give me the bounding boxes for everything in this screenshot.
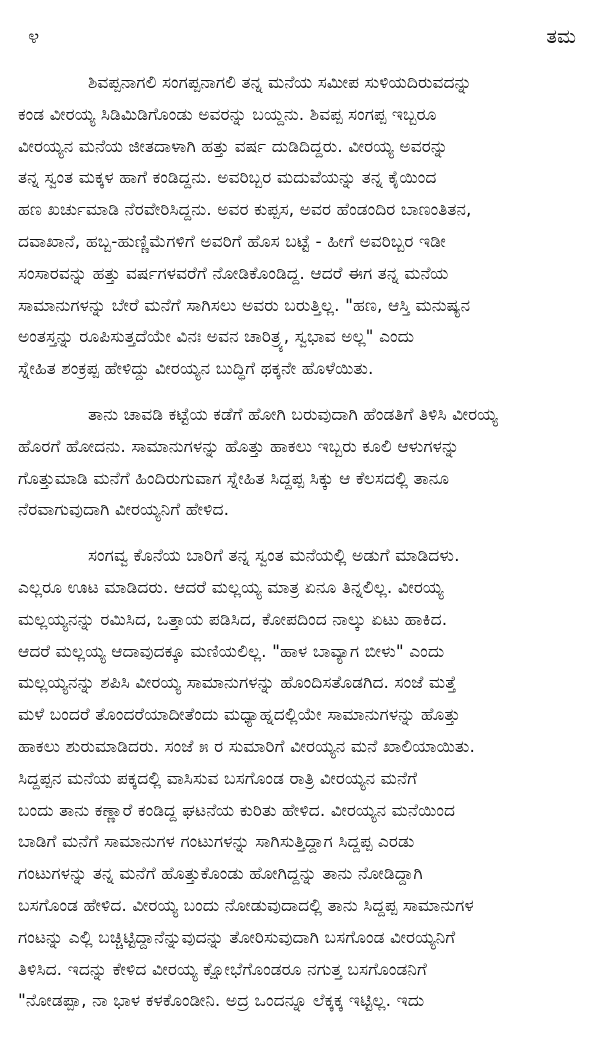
text-line: ಮಲ್ಲಯ್ಯನನ್ನು ಶಪಿಸಿ ವೀರಯ್ಯ ಸಾಮಾನುಗಳನ್ನು ಹೊಂದಿಸತೊಡಗಿದ. ಸಂಜೆ ಮತ್ತೆ [18,673,457,694]
page-header [18,22,582,50]
text-line: ಗಂಟುಗಳನ್ನು ತನ್ನ ಮನೆಗೆ ಹೊತ್ತುಕೊಂಡು ಹೋಗಿದ್ದನ್ನು ತಾನು ನೋಡಿದ್ದಾಗಿ [18,864,423,885]
paragraph [18,400,582,527]
text-line: ತನ್ನ ಸ್ವಂತ ಮಕ್ಕಳ ಹಾಗೆ ಕಂಡಿದ್ದನು. ಅವರಿಬ್ಬರ ಮದುವೆಯನ್ನು ತನ್ನ ಕೈಯಿಂದ [18,168,437,189]
text-line: ಶಿವಪ್ಪನಾಗಲಿ ಸಂಗಪ್ಪನಾಗಲಿ ತನ್ನ ಮನೆಯ ಸಮೀಪ ಸುಳಿಯದಿರುವದನ್ನು [88,73,472,93]
text-line: ಮಲ್ಲಯ್ಯನನ್ನು ರಮಿಸಿದ, ಒತ್ತಾಯ ಪಡಿಸಿದ, ಕೋಪದಿಂದ ನಾಲ್ಕು ಏಟು ಹಾಕಿದ. [18,609,448,630]
text-line: ಸಂಸಾರವನ್ನು ಹತ್ತು ವರ್ಷಗಳವರೆಗೆ ನೋಡಿಕೊಂಡಿದ್ದ. ಆದರೆ ಈಗ ತನ್ನ ಮನೆಯ [18,263,449,284]
text-line: ಸಿದ್ದಪ್ಪನ ಮನೆಯ ಪಕ್ಕದಲ್ಲಿ ವಾಸಿಸುವ ಬಸಗೊಂಡ ರಾತ್ರಿ ವೀರಯ್ಯನ ಮನೆಗೆ [18,768,418,789]
text-line: ತಾನು ಚಾವಡಿ ಕಟ್ಟೆಯ ಕಡೆಗೆ ಹೋಗಿ ಬರುವುದಾಗಿ ಹೆಂಡತಿಗೆ ತಿಳಿಸಿ ವೀರಯ್ಯ [88,404,498,425]
text-line: ತಿಳಿಸಿದ. ಇದನ್ನು ಕೇಳಿದ ವೀರಯ್ಯ ಕ್ಷೋಭೆಗೊಂಡರೂ ನಗುತ್ತ ಬಸಗೊಂಡನಿಗೆ [18,959,427,980]
text-line: ನೆರವಾಗುವುದಾಗಿ ವೀರಯ್ಯನಿಗೆ ಹೇಳಿದ. [18,500,230,521]
running-title: ತಮ [546,24,576,48]
text-line: ಗೊತ್ತುಮಾಡಿ ಮನೆಗೆ ಹಿಂದಿರುಗುವಾಗ ಸ್ನೇಹಿತ ಸಿದ್ದಪ್ಪ ಸಿಕ್ಕು ಆ ಕೆಲಸದಲ್ಲಿ ತಾನೂ [18,468,450,489]
text-line: ಹಾಕಲು ಶುರುಮಾಡಿದರು. ಸಂಜೆ ೫ ರ ಸುಮಾರಿಗೆ ವೀರಯ್ಯನ ಮನೆ ಖಾಲಿಯಾಯಿತು. [18,736,475,757]
text-line: ಮಳೆ ಬಂದರೆ ತೊಂದರೆಯಾದೀತೆಂದು ಮಧ್ಯಾಹ್ನದಲ್ಲಿಯೇ ಸಾಮಾನುಗಳನ್ನು ಹೊತ್ತು [18,705,461,726]
text-line: ಎಲ್ಲರೂ ಊಟ ಮಾಡಿದರು. ಆದರೆ ಮಲ್ಲಯ್ಯ ಮಾತ್ರ ಏನೂ ತಿನ್ನಲಿಲ್ಲ. ವೀರಯ್ಯ [18,577,444,598]
text-line: ಅಂತಸ್ತನ್ನು ರೂಪಿಸುತ್ತದೆಯೇ ವಿನಃ ಅವನ ಚಾರಿತ್ರ್ಯ, ಸ್ವಭಾವ ಅಲ್ಲ" ಎಂದು [18,327,415,348]
page-number: ೪ [28,24,40,48]
text-line: ಗಂಟನ್ನು ಎಲ್ಲಿ ಬಚ್ಚಿಟ್ಟಿದ್ದಾನೆನ್ನುವುದನ್ನು ತೋರಿಸುವುದಾಗಿ ಬಸಗೊಂಡ ವೀರಯ್ಯನಿಗೆ [18,927,456,948]
text-line: "ನೋಡಪ್ಪಾ, ನಾ ಭಾಳ ಕಳಕೊಂಡೀನಿ. ಅದ್ರ ಒಂದನ್ನೂ ಲೆಕ್ಕಕ್ಕ ಇಟ್ಟಿಲ್ಲ. ಇದು [18,991,425,1012]
text-line: ಸಾಮಾನುಗಳನ್ನು ಬೇರೆ ಮನೆಗೆ ಸಾಗಿಸಲು ಅವರು ಬರುತ್ತಿಲ್ಲ. "ಹಣ, ಆಸ್ತಿ ಮನುಷ್ಯನ [18,295,471,316]
text-line: ಹಣ ಖರ್ಚುಮಾಡಿ ನೆರವೇರಿಸಿದ್ದನು. ಅವರ ಕುಪ್ಪಸ, ಅವರ ಹೆಂಡಂದಿರ ಬಾಣಂತಿತನ, [18,200,472,221]
text-line: ಸಂಗವ್ವ ಕೊನೆಯ ಬಾರಿಗೆ ತನ್ನ ಸ್ವಂತ ಮನೆಯಲ್ಲಿ ಅಡುಗೆ ಮಾಡಿದಳು. [88,546,460,567]
text-line: ಕಂಡ ವೀರಯ್ಯ ಸಿಡಿಮಿಡಿಗೊಂಡು ಅವರನ್ನು ಬಯ್ದನು. ಶಿವಪ್ಪ ಸಂಗಪ್ಪ ಇಬ್ಬರೂ [18,104,437,125]
text-line: ಸ್ನೇಹಿತ ಶಂಕ್ರಪ್ಪ ಹೇಳಿದ್ದು ವೀರಯ್ಯನ ಬುದ್ಧಿಗೆ ಥಕ್ಕನೇ ಹೊಳೆಯಿತು. [18,359,374,380]
paragraph [18,68,582,386]
paragraph [18,541,582,1018]
text-line: ವೀರಯ್ಯನ ಮನೆಯ ಜೀತದಾಳಾಗಿ ಹತ್ತು ವರ್ಷ ದುಡಿದಿದ್ದರು. ವೀರಯ್ಯ ಅವರನ್ನು [18,136,449,157]
text-line: ಬಾಡಿಗೆ ಮನೆಗೆ ಸಾಮಾನುಗಳ ಗಂಟುಗಳನ್ನು ಸಾಗಿಸುತ್ತಿದ್ದಾಗ ಸಿದ್ದಪ್ಪ ಎರಡು [18,832,415,853]
text-line: ದವಾಖಾನೆ, ಹಬ್ಬ-ಹುಣ್ಣಿಮೆಗಳಿಗೆ ಅವರಿಗೆ ಹೊಸ ಬಟ್ಟೆ - ಹೀಗೆ ಅವರಿಬ್ಬರ ಇಡೀ [18,231,446,252]
text-line: ಹೊರಗೆ ಹೋದನು. ಸಾಮಾನುಗಳನ್ನು ಹೊತ್ತು ಹಾಕಲು ಇಬ್ಬರು ಕೂಲಿ ಆಳುಗಳನ್ನು [18,436,460,457]
body-text [18,68,582,1018]
text-line: ಬಂದು ತಾನು ಕಣ್ಣಾರೆ ಕಂಡಿದ್ದ ಘಟನೆಯ ಕುರಿತು ಹೇಳಿದ. ವೀರಯ್ಯನ ಮನೆಯಿಂದ [18,800,456,821]
text-line: ಬಸಗೊಂಡ ಹೇಳಿದ. ವೀರಯ್ಯ ಬಂದು ನೋಡುವುದಾದಲ್ಲಿ ತಾನು ಸಿದ್ದಪ್ಪ ಸಾಮಾನುಗಳ [18,895,474,916]
text-line: ಆದರೆ ಮಲ್ಲಯ್ಯ ಆದಾವುದಕ್ಕೂ ಮಣಿಯಲಿಲ್ಲ. "ಹಾಳ ಬಾವ್ಯಾಗ ಬೀಳು" ಎಂದು [18,641,445,662]
